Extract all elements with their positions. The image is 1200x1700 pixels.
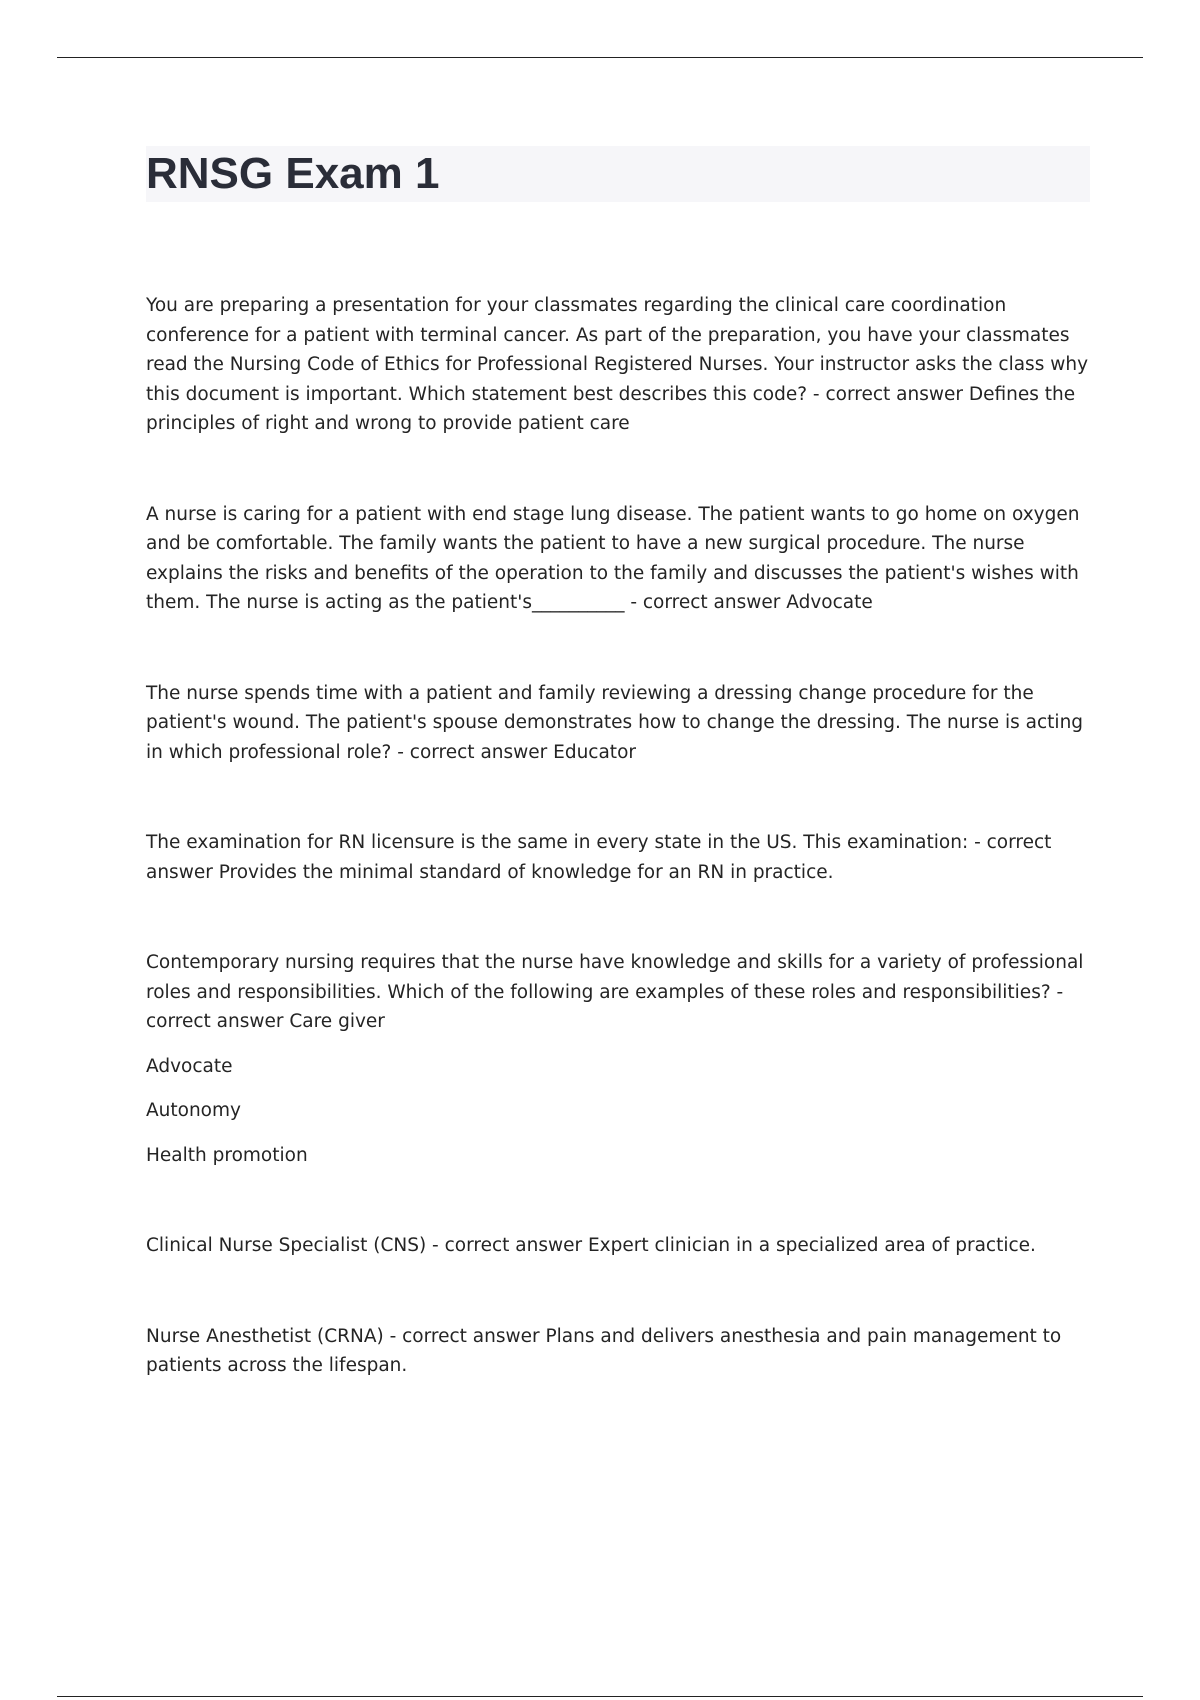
qa-answer-line: Autonomy [146,1100,241,1121]
qa-text: Clinical Nurse Specialist (CNS) - correct answer Expert clinician in a specialized area of practice. [146,1235,1036,1256]
qa-text: The examination for RN licensure is the same in every state in the US. This examination: - correct answer Provides the minimal standard of knowledge for an RN in practice. [146,832,1052,883]
qa-list [146,291,1090,1442]
qa-item [146,500,1090,618]
qa-answer-line: Advocate [146,1055,233,1077]
qa-item [146,828,1090,887]
qa-text: Contemporary nursing requires that the nurse have knowledge and skills for a variety of professional roles and responsibilities. Which of the following are examples of these roles and responsibilities? - correct answer Care giver [146,952,1084,1032]
page-title: RNSG Exam 1 [146,149,440,198]
qa-item [146,679,1090,768]
qa-text: A nurse is caring for a patient with end stage lung disease. The patient wants to go home on oxygen and be comfortable. The family wants the patient to have a new surgical procedure. The nurse explains the risks and benefits of the operation to the family and discusses the patient's wishes with them. The nurse is acting as the patient's__________ - correct answer Advocate [146,503,1080,613]
qa-item [146,291,1090,439]
qa-item [146,1322,1090,1381]
top-divider [57,57,1143,58]
qa-item [146,948,1090,1170]
title-banner [146,146,1090,202]
qa-text: The nurse spends time with a patient and family reviewing a dressing change procedure for the patient's wound. The patient's spouse demonstrates how to change the dressing. The nurse is acting in which professional role? - correct answer Educator [146,682,1084,763]
qa-text: Nurse Anesthetist (CRNA) - correct answer Plans and delivers anesthesia and pain management to patients across the lifespan. [146,1325,1062,1376]
qa-text: You are preparing a presentation for your classmates regarding the clinical care coordination conference for a patient with terminal cancer. As part of the preparation, you have your classmates read the Nursing Code of Ethics for Professional Registered Nurses. Your instructor asks the class why this document is important. Which statement best describes this code? - correct answer Defines the principles of right and wrong to provide patient care [146,295,1089,434]
bottom-divider [57,1696,1143,1697]
qa-answer-line: Health promotion [146,1144,308,1166]
qa-item [146,1231,1090,1261]
